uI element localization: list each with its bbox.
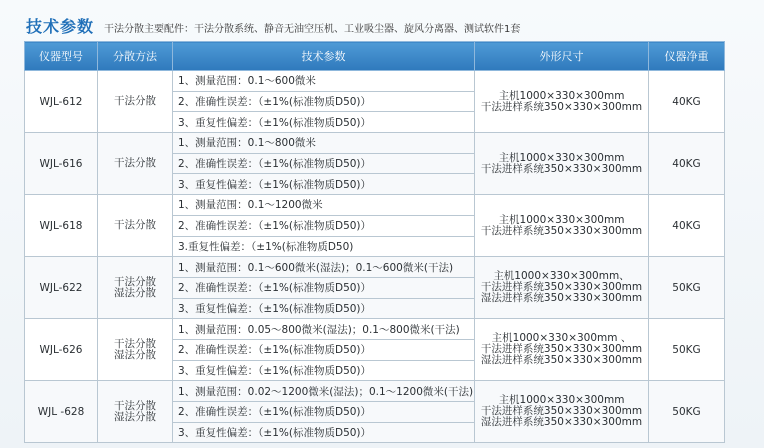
method-line: 干法分散 — [114, 275, 156, 288]
table-row — [25, 381, 725, 402]
dimensions-cell — [475, 195, 649, 257]
weight-cell: 40KG — [649, 71, 725, 133]
method-cell — [98, 381, 173, 443]
dimensions-cell — [475, 319, 649, 381]
model-cell: WJL-622 — [25, 257, 98, 319]
param-cell: 2、准确性误差：（±1%(标准物质D50)） — [173, 402, 475, 423]
param-cell: 1、测量范围：0.05～800微米(湿法)；0.1～800微米(干法) — [173, 319, 475, 340]
table-row — [25, 195, 725, 216]
dimension-line: 主机1000×330×300mm — [498, 213, 625, 226]
dimension-line: 主机1000×330×300mm、 — [493, 270, 630, 283]
column-header-model: 仪器型号 — [25, 42, 98, 71]
model-cell: WJL-626 — [25, 319, 98, 381]
dimension-line: 主机1000×330×300mm — [498, 394, 625, 407]
param-cell: 3、重复性偏差：（±1%(标准物质D50)） — [173, 174, 475, 195]
method-line: 干法分散 — [114, 399, 156, 412]
param-cell: 2、准确性误差：（±1%(标准物质D50)） — [173, 215, 475, 236]
table-body — [25, 71, 725, 443]
dimension-line: 主机1000×330×300mm — [498, 89, 625, 102]
dimension-line: 干法进样系统350×330×300mm — [480, 224, 643, 237]
method-cell — [98, 133, 173, 195]
column-header-dimensions: 外形尺寸 — [475, 42, 649, 71]
method-cell — [98, 257, 173, 319]
column-header-method: 分散方法 — [98, 42, 173, 71]
dimension-line: 干法进样系统350×330×300mm — [480, 100, 643, 113]
param-cell: 1、测量范围：0.1～600微米(湿法)；0.1～600微米(干法) — [173, 257, 475, 278]
method-cell — [98, 71, 173, 133]
dimensions-cell — [475, 133, 649, 195]
page-subtitle: 干法分散主要配件：干法分散系统、静音无油空压机、工业吸尘器、旋风分离器、测试软件1套 — [104, 24, 521, 35]
param-cell: 3.重复性偏差：（±1%(标准物质D50) — [173, 236, 475, 257]
param-cell: 1、测量范围：0.1～1200微米 — [173, 195, 475, 216]
method-line: 湿法分散 — [114, 348, 156, 361]
dimension-line: 干法进样系统350×330×300mm — [480, 405, 643, 418]
method-line: 干法分散 — [114, 157, 156, 170]
table-row — [25, 257, 725, 278]
param-cell: 3、重复性偏差：（±1%(标准物质D50)） — [173, 360, 475, 381]
weight-cell: 50KG — [649, 319, 725, 381]
param-cell: 2、准确性误差：（±1%(标准物质D50)） — [173, 153, 475, 174]
dimension-line: 主机1000×330×300mm — [498, 151, 625, 164]
method-line: 干法分散 — [114, 219, 156, 232]
table-header-row — [25, 42, 725, 71]
weight-cell: 50KG — [649, 381, 725, 443]
dimensions-cell — [475, 257, 649, 319]
dimension-line: 主机1000×330×300mm 、 — [491, 332, 632, 345]
model-cell: WJL-618 — [25, 195, 98, 257]
dimension-line: 湿法进样系统350×330×300mm — [480, 292, 643, 305]
param-cell: 2、准确性误差：（±1%(标准物质D50)） — [173, 339, 475, 360]
method-line: 湿法分散 — [114, 410, 156, 423]
dimension-line: 干法进样系统350×330×300mm — [480, 281, 643, 294]
model-cell: WJL -628 — [25, 381, 98, 443]
dimension-line: 干法进样系统350×330×300mm — [480, 162, 643, 175]
method-line: 干法分散 — [114, 95, 156, 108]
page-header — [26, 14, 520, 36]
param-cell: 3、重复性偏差：（±1%(标准物质D50)） — [173, 422, 475, 443]
page-title: 技术参数 — [26, 17, 95, 36]
model-cell: WJL-612 — [25, 71, 98, 133]
dimension-line: 干法进样系统350×330×300mm — [480, 343, 643, 356]
model-cell: WJL-616 — [25, 133, 98, 195]
table-row — [25, 71, 725, 92]
method-cell — [98, 319, 173, 381]
method-cell — [98, 195, 173, 257]
param-cell: 2、准确性误差：（±1%(标准物质D50)） — [173, 91, 475, 112]
param-cell: 3、重复性偏差：（±1%(标准物质D50)） — [173, 298, 475, 319]
column-header-params: 技术参数 — [173, 42, 475, 71]
param-cell: 1、测量范围：0.1～600微米 — [173, 71, 475, 92]
column-header-weight: 仪器净重 — [649, 42, 725, 71]
param-cell: 1、测量范围：0.1～800微米 — [173, 133, 475, 154]
dimensions-cell — [475, 381, 649, 443]
weight-cell: 40KG — [649, 195, 725, 257]
method-line: 干法分散 — [114, 337, 156, 350]
weight-cell: 50KG — [649, 257, 725, 319]
dimension-line: 湿法进样系统350×330×300mm — [480, 354, 643, 367]
specs-table — [24, 41, 725, 443]
method-line: 湿法分散 — [114, 286, 156, 299]
weight-cell: 40KG — [649, 133, 725, 195]
param-cell: 3、重复性偏差：（±1%(标准物质D50)） — [173, 112, 475, 133]
dimension-line: 湿法进样系统350×330×300mm — [480, 416, 643, 429]
dimensions-cell — [475, 71, 649, 133]
param-cell: 1、测量范围：0.02～1200微米(湿法)；0.1～1200微米(干法) — [173, 381, 475, 402]
table-row — [25, 319, 725, 340]
param-cell: 2、准确性误差：（±1%(标准物质D50)） — [173, 277, 475, 298]
table-row — [25, 133, 725, 154]
